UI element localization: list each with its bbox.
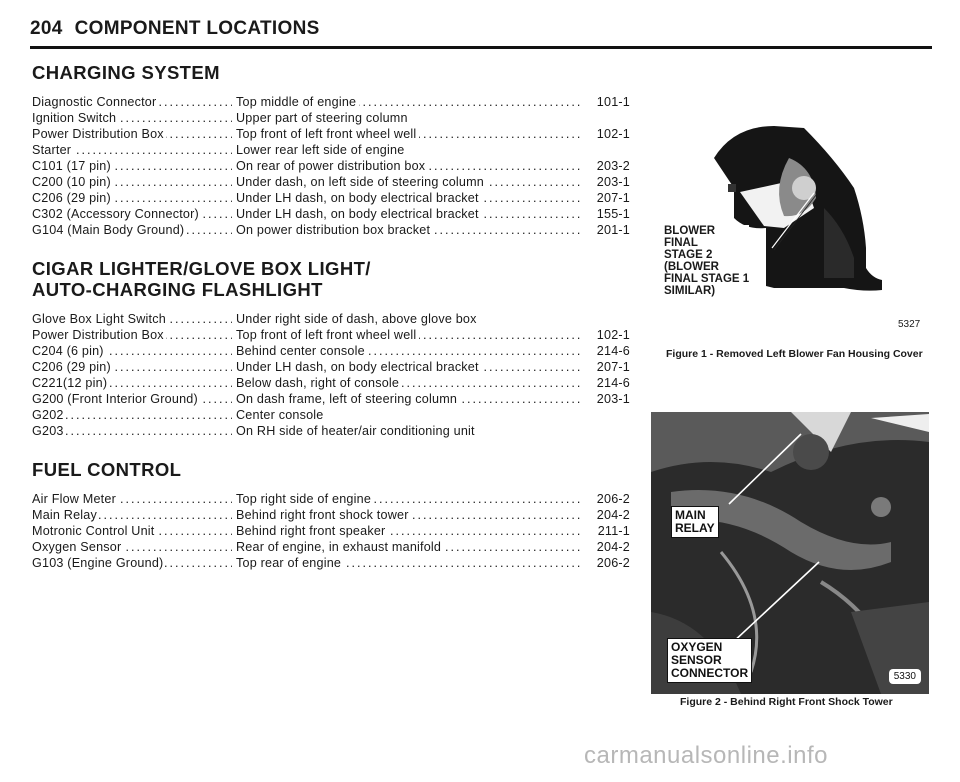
component-ref: 207-1 [596, 191, 630, 205]
component-ref [580, 110, 630, 126]
label-line: CONNECTOR [671, 666, 749, 680]
page-number: 204 [30, 18, 63, 39]
component-location: Lower rear left side of engine [232, 142, 580, 158]
component-name: Main Relay ..... [32, 507, 232, 523]
label-line: MAIN [675, 508, 706, 522]
component-name: C204 (6 pin) ..... [32, 343, 232, 359]
section-title-line: CIGAR LIGHTER/GLOVE BOX LIGHT/ [32, 258, 371, 279]
component-ref [580, 423, 630, 439]
component-name: C206 (29 pin) ..... [32, 359, 232, 375]
section-title-line: CHARGING SYSTEM [32, 62, 220, 83]
component-name: Power Distribution Box ..... [32, 126, 232, 142]
section-title [32, 459, 632, 480]
component-name: G104 (Main Body Ground) ..... [32, 222, 232, 238]
component-name: Ignition Switch ..... [32, 110, 232, 126]
component-name: Power Distribution Box ..... [32, 327, 232, 343]
component-ref: 204-2 [596, 540, 630, 554]
component-ref: 206-2 [596, 492, 630, 506]
list-item [32, 423, 632, 439]
component-location: Top front of left front wheel well ..... [232, 126, 580, 142]
component-name: G103 (Engine Ground) ..... [32, 555, 232, 571]
list-item [32, 359, 632, 375]
component-name: Air Flow Meter ..... [32, 491, 232, 507]
component-location: On power distribution box bracket ..... [232, 222, 580, 238]
section-title [32, 258, 632, 300]
list-item [32, 158, 632, 174]
list-item [32, 94, 632, 110]
component-ref: 155-1 [596, 207, 630, 221]
main-relay-label [671, 506, 719, 538]
list-item [32, 222, 632, 238]
component-location: Under LH dash, on body electrical bracket ..... [232, 206, 580, 222]
component-name: G200 (Front Interior Ground) ..... [32, 391, 232, 407]
label-line: BLOWER [664, 225, 716, 237]
component-name: C200 (10 pin) ..... [32, 174, 232, 190]
list-item [32, 343, 632, 359]
component-name: C302 (Accessory Connector) ..... [32, 206, 232, 222]
list-item [32, 174, 632, 190]
list-item [32, 311, 632, 327]
section-title-line: AUTO-CHARGING FLASHLIGHT [32, 279, 323, 300]
component-location: On rear of power distribution box ..... [232, 158, 580, 174]
component-location: Under dash, on left side of steering column ..... [232, 174, 580, 190]
component-ref: 102-1 [596, 328, 630, 342]
label-line: SIMILAR) [664, 285, 716, 297]
component-ref [580, 142, 630, 158]
component-list [32, 62, 632, 591]
component-location: Under LH dash, on body electrical bracket ..... [232, 190, 580, 206]
label-line: (BLOWER [664, 261, 719, 273]
page-title: COMPONENT LOCATIONS [74, 18, 320, 39]
component-location: Behind right front speaker ..... [232, 523, 580, 539]
component-name: Motronic Control Unit ..... [32, 523, 232, 539]
label-line: FINAL STAGE 1 [664, 273, 750, 285]
list-item [32, 523, 632, 539]
figure2-number: 5330 [889, 669, 921, 684]
list-item [32, 407, 632, 423]
component-ref: 203-1 [596, 392, 630, 406]
component-location: On dash frame, left of steering column ..... [232, 391, 580, 407]
figure1-number: 5327 [898, 319, 921, 330]
component-name: Diagnostic Connector ..... [32, 94, 232, 110]
component-location: Under LH dash, on body electrical bracket ..... [232, 359, 580, 375]
component-name: Oxygen Sensor ..... [32, 539, 232, 555]
component-location: Behind center console ..... [232, 343, 580, 359]
component-location: Rear of engine, in exhaust manifold ..... [232, 539, 580, 555]
section-0 [32, 62, 632, 238]
component-ref: 101-1 [596, 95, 630, 109]
component-ref [580, 407, 630, 423]
list-item [32, 555, 632, 571]
component-ref: 201-1 [596, 223, 630, 237]
component-ref: 204-2 [596, 508, 630, 522]
oxygen-sensor-label [667, 638, 752, 683]
component-ref: 214-6 [596, 344, 630, 358]
section-title [32, 62, 632, 83]
component-name: Glove Box Light Switch ..... [32, 311, 232, 327]
watermark: carmanualsonline.info [584, 742, 828, 769]
list-item [32, 539, 632, 555]
list-item [32, 375, 632, 391]
label-line: RELAY [675, 521, 715, 535]
list-item [32, 126, 632, 142]
component-ref: 203-2 [596, 159, 630, 173]
component-ref: 102-1 [596, 127, 630, 141]
component-name: G203 ..... [32, 423, 232, 439]
component-location: Top rear of engine ..... [232, 555, 580, 571]
section-2 [32, 459, 632, 571]
component-ref: 211-1 [597, 524, 630, 538]
component-name: C101 (17 pin) ..... [32, 158, 232, 174]
list-item [32, 327, 632, 343]
component-location: Top front of left front wheel well ..... [232, 327, 580, 343]
component-location: Upper part of steering column [232, 110, 580, 126]
list-item [32, 142, 632, 158]
component-location: Below dash, right of console ..... [232, 375, 580, 391]
list-item [32, 110, 632, 126]
figure2-image [651, 412, 929, 694]
section-1 [32, 258, 632, 439]
label-line: FINAL [664, 237, 698, 249]
component-ref: 214-6 [596, 376, 630, 390]
component-location: Behind right front shock tower ..... [232, 507, 580, 523]
label-line: STAGE 2 [664, 249, 713, 261]
list-item [32, 190, 632, 206]
figure2-caption: Figure 2 - Behind Right Front Shock Tower [680, 696, 893, 708]
figure1-caption: Figure 1 - Removed Left Blower Fan Housing Cover [666, 348, 923, 360]
label-line: SENSOR [671, 653, 722, 667]
list-item [32, 206, 632, 222]
list-item [32, 391, 632, 407]
component-ref: 206-2 [596, 556, 630, 570]
component-name: Starter ..... [32, 142, 232, 158]
component-name: C221(12 pin) ..... [32, 375, 232, 391]
list-item [32, 507, 632, 523]
component-name: C206 (29 pin) ..... [32, 190, 232, 206]
component-location: Under right side of dash, above glove box [232, 311, 580, 327]
component-location: Center console [232, 407, 580, 423]
component-location: Top right side of engine ..... [232, 491, 580, 507]
header-rule [30, 46, 932, 49]
component-location: Top middle of engine ..... [232, 94, 580, 110]
list-item [32, 491, 632, 507]
component-ref: 207-1 [596, 360, 630, 374]
page-header [30, 18, 930, 40]
section-title-line: FUEL CONTROL [32, 459, 182, 480]
component-location: On RH side of heater/air conditioning unit [232, 423, 580, 439]
component-ref [580, 311, 630, 327]
component-name: G202 ..... [32, 407, 232, 423]
label-line: OXYGEN [671, 640, 723, 654]
figure1-callout [664, 225, 749, 297]
component-ref: 203-1 [596, 175, 630, 189]
